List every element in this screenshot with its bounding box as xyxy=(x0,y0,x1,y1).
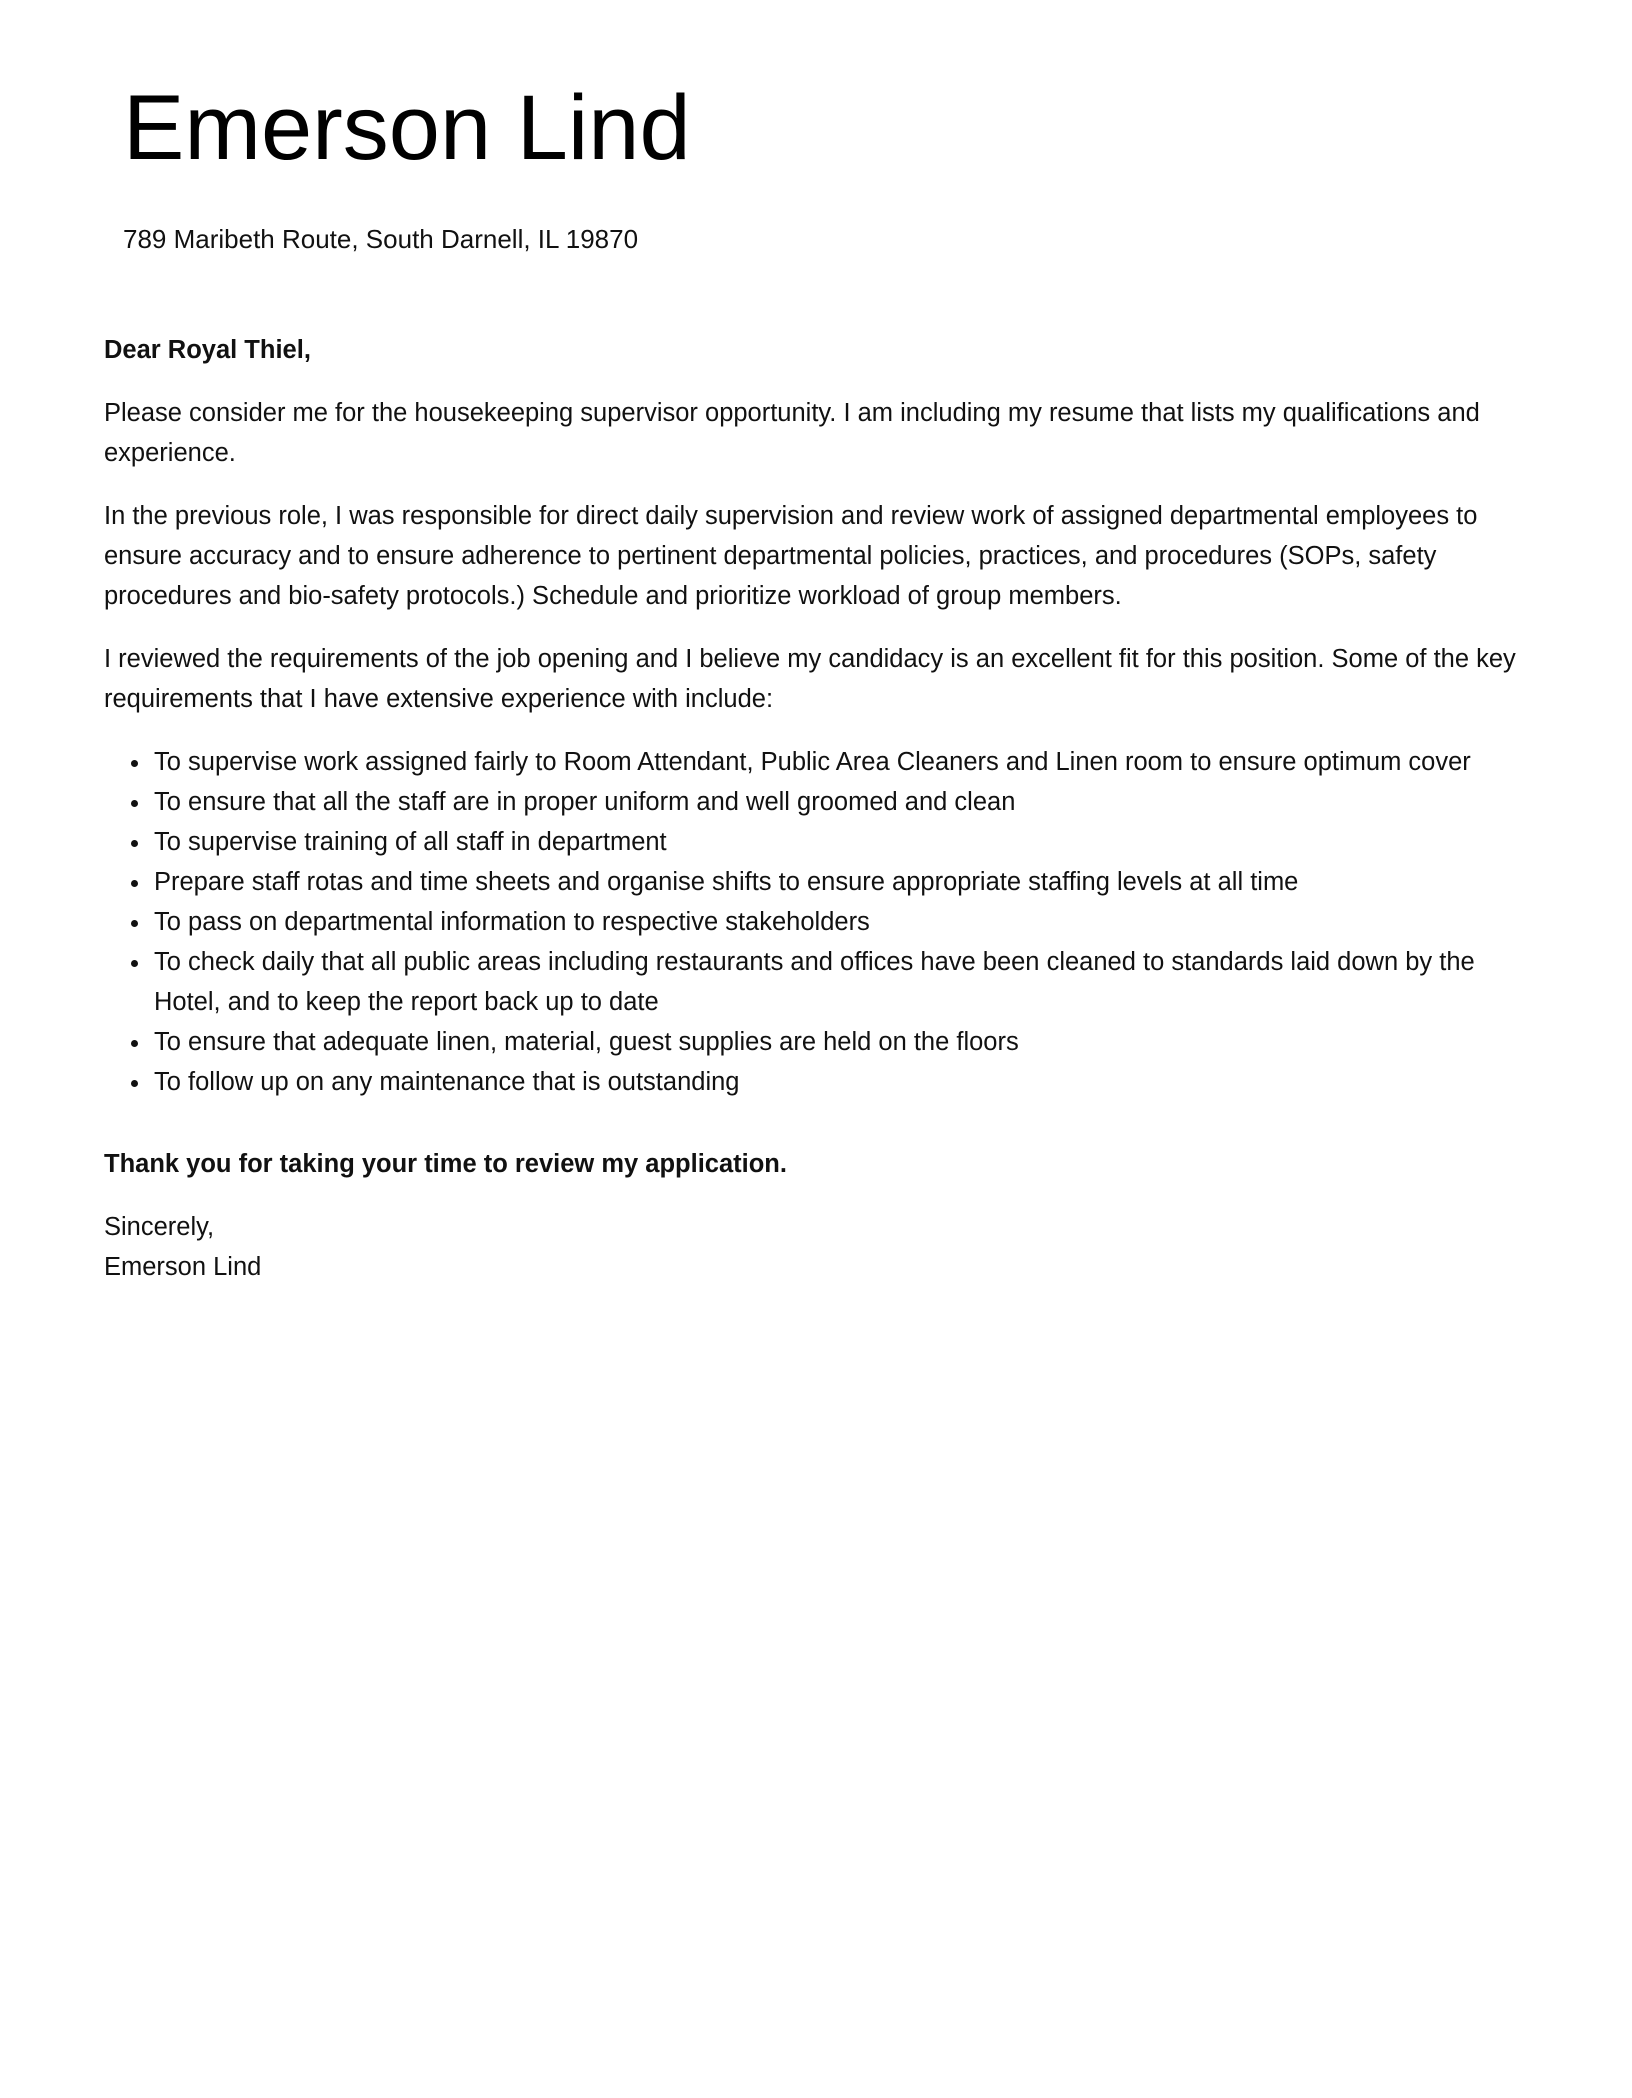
requirements-intro-paragraph: I reviewed the requirements of the job opening and I believe my candidacy is an excellent fit for this position. Some of the key requirements that I have extensive experience with include: xyxy=(104,645,1516,713)
letter-header xyxy=(123,72,1423,256)
signature-name: Emerson Lind xyxy=(104,1253,262,1281)
salutation: Dear Royal Thiel, xyxy=(104,336,311,364)
intro-paragraph: Please consider me for the housekeeping supervisor opportunity. I am including my resume that lists my qualifications and experience. xyxy=(104,399,1480,467)
signoff: Sincerely, xyxy=(104,1213,215,1241)
sender-address: 789 Maribeth Route, South Darnell, IL 19870 xyxy=(123,224,639,254)
list-item: • To check daily that all public areas including restaurants and offices have been cleaned to standards laid down by the Hotel, and to keep the report back up to date xyxy=(152,942,1540,1022)
list-item: • To pass on departmental information to respective stakeholders xyxy=(152,902,1540,942)
requirements-list xyxy=(104,742,1540,1102)
experience-paragraph: In the previous role, I was responsible for direct daily supervision and review work of assigned departmental employees to ensure accuracy and to ensure adherence to pertinent departmental policies, practices, and procedures (SOPs, safety procedures and bio-safety protocols.) Schedule and prioritize workload of group members. xyxy=(104,502,1478,610)
sender-name: Emerson Lind xyxy=(123,77,691,179)
letter-body xyxy=(104,330,1540,1287)
list-item: • To follow up on any maintenance that is outstanding xyxy=(152,1062,1540,1102)
list-item: • To supervise work assigned fairly to Room Attendant, Public Area Cleaners and Linen room to ensure optimum cover xyxy=(152,742,1540,782)
list-item: • To ensure that adequate linen, material, guest supplies are held on the floors xyxy=(152,1022,1540,1062)
list-item: • To supervise training of all staff in department xyxy=(152,822,1540,862)
list-item: • Prepare staff rotas and time sheets and organise shifts to ensure appropriate staffing levels at all time xyxy=(152,862,1540,902)
list-item: • To ensure that all the staff are in proper uniform and well groomed and clean xyxy=(152,782,1540,822)
closing-line: Thank you for taking your time to review my application. xyxy=(104,1150,787,1178)
